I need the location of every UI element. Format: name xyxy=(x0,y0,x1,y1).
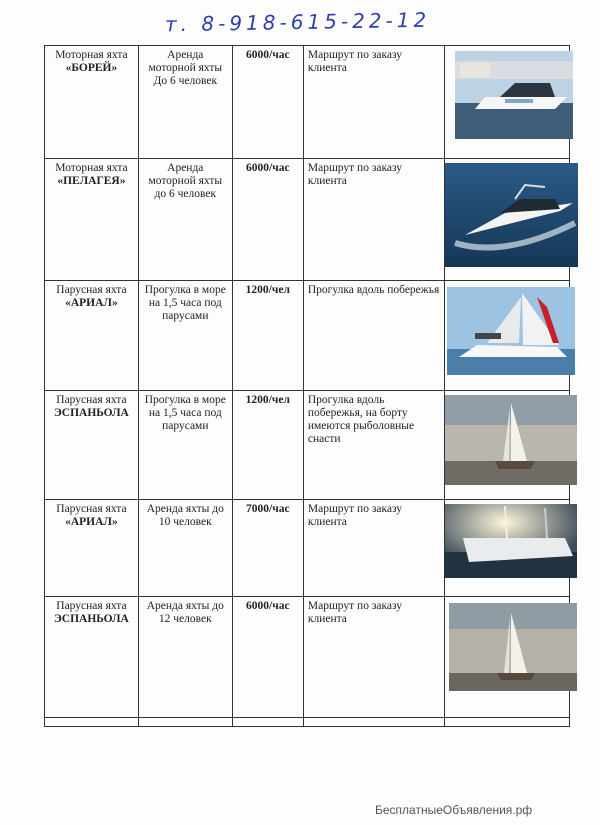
empty-cell xyxy=(138,718,232,727)
photo-cell xyxy=(445,46,570,159)
yacht-name-cell xyxy=(45,281,139,391)
photo-cell xyxy=(445,391,570,500)
photo-cell xyxy=(445,500,570,597)
service-cell: Аренда яхты до 12 человек xyxy=(138,597,232,718)
yacht-type: Парусная яхта xyxy=(56,503,127,515)
empty-cell xyxy=(445,718,570,727)
price-cell: 7000/час xyxy=(232,500,303,597)
service-cell: Прогулка в море на 1,5 часа под парусами xyxy=(138,281,232,391)
yacht-type: Парусная яхта xyxy=(56,394,127,406)
sailing-yacht-arial-photo xyxy=(447,287,575,375)
sailing-yacht-espanola-sea-photo xyxy=(449,603,577,691)
empty-cell xyxy=(45,718,139,727)
route-cell: Прогулка вдоль побережья xyxy=(303,281,444,391)
price-cell: 6000/час xyxy=(232,46,303,159)
photo-cell xyxy=(445,597,570,718)
yacht-name-cell xyxy=(45,159,139,281)
yacht-name: «АРИАЛ» xyxy=(65,516,118,528)
service-cell: Прогулка в море на 1,5 часа под парусами xyxy=(138,391,232,500)
table-row xyxy=(45,46,570,159)
yacht-name: ЭСПАНЬОЛА xyxy=(53,613,129,625)
yacht-name-cell xyxy=(45,597,139,718)
sailing-yacht-espanola-photo xyxy=(445,395,577,485)
table-row xyxy=(45,159,570,281)
service-cell: Аренда моторной яхты До 6 человек xyxy=(138,46,232,159)
yacht-name: ЭСПАНЬОЛА xyxy=(53,407,129,419)
yacht-type: Парусная яхта xyxy=(56,600,127,612)
watermark: БесплатныеОбъявления.рф xyxy=(375,803,533,817)
price-cell: 6000/час xyxy=(232,597,303,718)
yacht-name: «ПЕЛАГЕЯ» xyxy=(57,175,126,187)
motor-yacht-borey-photo xyxy=(455,51,573,139)
empty-cell xyxy=(232,718,303,727)
yacht-name-cell xyxy=(45,500,139,597)
table-row xyxy=(45,718,570,727)
yacht-name: «БОРЕЙ» xyxy=(65,62,118,74)
yacht-offers-table xyxy=(44,45,570,727)
yacht-name-cell xyxy=(45,391,139,500)
table-row xyxy=(45,500,570,597)
photo-cell xyxy=(445,159,570,281)
sailing-yacht-arial-sunset-photo xyxy=(445,504,577,578)
price-cell: 1200/чел xyxy=(232,281,303,391)
price-cell: 6000/час xyxy=(232,159,303,281)
yacht-type: Моторная яхта xyxy=(55,162,128,174)
empty-cell xyxy=(303,718,444,727)
service-cell: Аренда моторной яхты до 6 человек xyxy=(138,159,232,281)
route-cell: Прогулка вдоль побережья, на борту имеются рыболовные снасти xyxy=(303,391,444,500)
route-cell: Маршрут по заказу клиента xyxy=(303,597,444,718)
route-cell: Маршрут по заказу клиента xyxy=(303,500,444,597)
motor-yacht-pelageya-photo xyxy=(445,163,578,267)
yacht-name: «АРИАЛ» xyxy=(65,297,118,309)
price-cell: 1200/чел xyxy=(232,391,303,500)
table-row xyxy=(45,597,570,718)
route-cell: Маршрут по заказу клиента xyxy=(303,46,444,159)
table-row xyxy=(45,281,570,391)
route-cell: Маршрут по заказу клиента xyxy=(303,159,444,281)
yacht-type: Моторная яхта xyxy=(55,49,128,61)
yacht-name-cell xyxy=(45,46,139,159)
handwritten-phone-number: т. 8-918-615-22-12 xyxy=(164,7,431,37)
table-row xyxy=(45,391,570,500)
photo-cell xyxy=(445,281,570,391)
yacht-type: Парусная яхта xyxy=(56,284,127,296)
service-cell: Аренда яхты до 10 человек xyxy=(138,500,232,597)
